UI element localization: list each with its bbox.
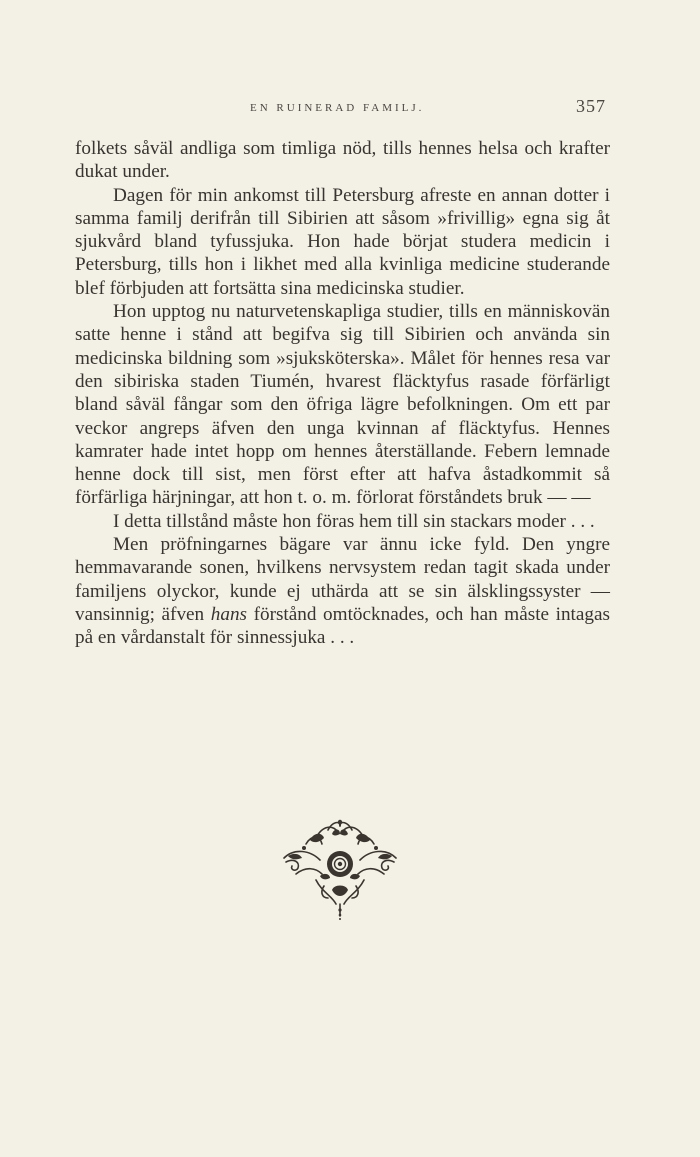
ornament-medallion-center bbox=[332, 856, 348, 872]
body-text bbox=[75, 137, 610, 650]
paragraph-younger-son-end: förstånd omtöcknades, och han måste intagas på en vårdanstalt för sinnessjuka . . . bbox=[75, 603, 610, 649]
paragraph-return-home: I detta tillstånd måste hon föras hem till sin stackars moder . . . bbox=[113, 510, 595, 532]
emphasis-hans: hans bbox=[210, 603, 247, 625]
running-title: EN RUINERAD FAMILJ. bbox=[250, 102, 425, 114]
page-number: 357 bbox=[576, 96, 606, 116]
paragraph-younger-son bbox=[75, 533, 610, 649]
paragraph-siberia-journey: Hon upptog nu naturvetenskapliga studier, tills en människovän satte henne i stånd att begifva sig till Sibirien och använda sin medicinska bildning som »sjuksköterska». Målet för hennes resa var den sibiriska staden Tiumén, hvarest fläcktyfus rasade förfärligt bland såväl fångar som den öfriga lägre befolkningen. Om ett par veckor angreps äfven den unga kvinnan af fläcktyfus. Hennes kamrater hade intet hopp om hennes återställande. Febern lemnade henne dock till sist, men först efter att hafva åstadkommit så förfärliga härjningar, att hon t. o. m. förlorat förståndets bruk — — bbox=[75, 301, 610, 509]
paragraph-petersburg-daughter: Dagen för min ankomst till Petersburg afreste en annan dotter i samma familj derifrån till Sibirien att såsom »frivillig» egna sig åt sjukvård bland tyfussjuka. Hon hade börjat studera medicin i Petersburg, tills hon i likhet med alla kvinliga medicine studerande blef förbjuden att fortsätta sina medicinska studier. bbox=[75, 184, 610, 299]
paragraph-younger-son-start: Men pröfningarnes bägare var ännu icke fyld. Den yngre hemmavarande sonen, hvilkens nervsystem redan tagit skada under familjens olyckor, kunde ej uthärda att se sin älsklingssyster — vansinnig; äfven bbox=[75, 534, 610, 625]
running-head bbox=[0, 96, 700, 120]
floral-tailpiece-icon bbox=[276, 818, 404, 922]
paragraph-continuation: folkets såväl andliga som timliga nöd, tills hennes helsa och krafter dukat under. bbox=[75, 138, 610, 183]
